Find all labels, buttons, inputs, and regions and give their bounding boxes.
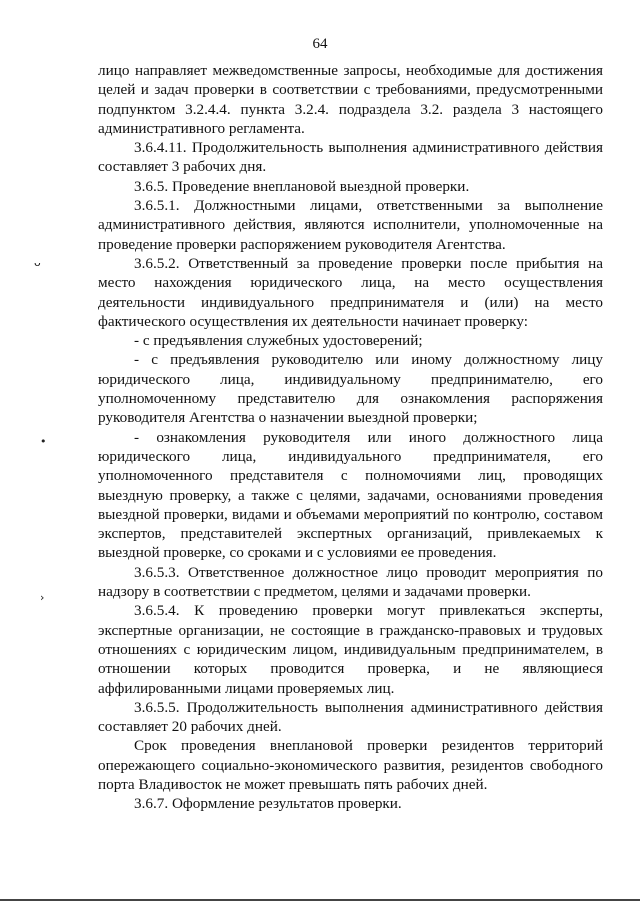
paragraph: 3.6.5.1. Должностными лицами, ответственными за выполнение административного действия, являются исполнители, уполномоченные на проведение проверки распоряжением руководителя Агентства. [98,197,603,253]
list-item: - с предъявления руководителю или иному должностному лицу юридического лица, индивидуальному предпринимателю, его уполномоченному представителю для ознакомления распоряжения руководителя Агентства о назначении выездной проверки; [98,351,603,427]
scan-mark: › [40,591,45,604]
paragraph: 3.6.5.5. Продолжительность выполнения административного действия составляет 20 рабочих дней. [98,698,603,736]
paragraph: Срок проведения внеплановой проверки резидентов территорий опережающего социально-экономического развития, резидентов свободного порта Владивосток не может превышать пять рабочих дней. [98,737,603,793]
list-item: - с предъявления служебных удостоверений; [134,332,423,350]
paragraph: 3.6.5.4. К проведению проверки могут привлекаться эксперты, экспертные организации, не состоящие в гражданско-правовых и трудовых отношениях с юридическим лицом, индивидуальным предпринимателем, в отношении которых проводится проверка, и не являющиеся аффилированными лицами проверяемых лиц. [98,602,603,697]
document-body [98,61,603,814]
paragraph: лицо направляет межведомственные запросы, необходимые для достижения целей и задач проверки в соответствии с требованиями, предусмотренными подпунктом 3.2.4.4. пункта 3.2.4. подраздела 3.2. раздела 3 настоящего административного регламента. [98,62,603,137]
scan-mark: • [40,435,47,448]
list-item: - ознакомления руководителя или иного должностного лица юридического лица, индивидуального предпринимателя, его уполномоченного представителя с полномочиями лиц, проводящих выездную проверку, а также с целями, задачами, основаниями проведения выездной проверки, видами и объемами мероприятий по контролю, составом экспертов, представителей экспертных организаций, привлекаемых к выездной проверке, со сроками и с условиями ее проведения. [98,428,603,562]
paragraph: 3.6.5.3. Ответственное должностное лицо проводит мероприятия по надзору в соответствии с предметом, целями и задачами проверки. [98,563,603,601]
page-number: 64 [312,36,328,52]
paragraph: 3.6.7. Оформление результатов проверки. [134,795,402,813]
scan-mark: ᴗ [34,256,41,269]
page-bottom-edge [0,899,640,901]
paragraph: 3.6.5.2. Ответственный за проведение проверки после прибытия на место нахождения юридического лица, на место осуществления деятельности индивидуального предпринимателя и (или) на место фактического осуществления их деятельности начинает проверку: [98,254,603,330]
paragraph: 3.6.5. Проведение внеплановой выездной проверки. [134,177,470,195]
paragraph: 3.6.4.11. Продолжительность выполнения административного действия составляет 3 рабочих дня. [98,139,603,176]
